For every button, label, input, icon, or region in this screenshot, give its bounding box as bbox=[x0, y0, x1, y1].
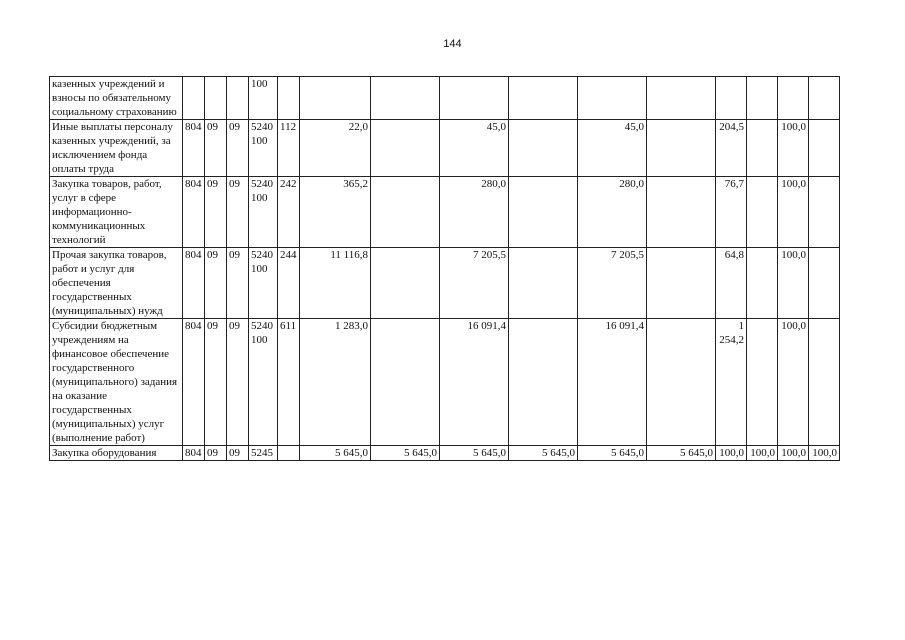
row-name-cell: казенных учреждений и взносы по обязательному социальному страхованию bbox=[50, 77, 183, 120]
pct-4-cell bbox=[809, 248, 840, 319]
sum-2-cell bbox=[371, 319, 440, 446]
pct-1-cell: 76,7 bbox=[716, 177, 747, 248]
section-cell bbox=[205, 77, 227, 120]
sum-3-cell bbox=[440, 77, 509, 120]
target-article-cell: 5245 bbox=[249, 446, 278, 461]
sum-5-cell: 7 205,5 bbox=[578, 248, 647, 319]
pct-2-cell bbox=[747, 177, 778, 248]
pct-3-cell: 100,0 bbox=[778, 248, 809, 319]
pct-2-cell bbox=[747, 120, 778, 177]
pct-4-cell bbox=[809, 177, 840, 248]
subsection-cell: 09 bbox=[227, 177, 249, 248]
sum-5-cell: 16 091,4 bbox=[578, 319, 647, 446]
section-cell: 09 bbox=[205, 177, 227, 248]
pct-3-cell: 100,0 bbox=[778, 177, 809, 248]
pct-2-cell: 100,0 bbox=[747, 446, 778, 461]
pct-4-cell bbox=[809, 120, 840, 177]
row-name-cell: Закупка товаров, работ, услуг в сфере информационно-коммуникационных технологий bbox=[50, 177, 183, 248]
sum-2-cell: 5 645,0 bbox=[371, 446, 440, 461]
subsection-cell: 09 bbox=[227, 120, 249, 177]
ved-cell: 804 bbox=[183, 446, 205, 461]
pct-2-cell bbox=[747, 77, 778, 120]
ved-cell: 804 bbox=[183, 248, 205, 319]
sum-2-cell bbox=[371, 248, 440, 319]
expense-type-cell: 242 bbox=[278, 177, 300, 248]
subsection-cell: 09 bbox=[227, 319, 249, 446]
table-row bbox=[50, 446, 840, 461]
sum-2-cell bbox=[371, 120, 440, 177]
ved-cell: 804 bbox=[183, 319, 205, 446]
target-article-cell: 100 bbox=[249, 77, 278, 120]
page-number: 144 bbox=[443, 38, 462, 50]
pct-1-cell: 64,8 bbox=[716, 248, 747, 319]
table-row bbox=[50, 120, 840, 177]
ved-cell: 804 bbox=[183, 177, 205, 248]
row-name-cell: Закупка оборудования bbox=[50, 446, 183, 461]
section-cell: 09 bbox=[205, 319, 227, 446]
target-article-cell: 5240 100 bbox=[249, 248, 278, 319]
row-name-cell: Прочая закупка товаров, работ и услуг для обеспечения государственных (муниципальных) нужд bbox=[50, 248, 183, 319]
sum-6-cell bbox=[647, 77, 716, 120]
pct-3-cell bbox=[778, 77, 809, 120]
sum-2-cell bbox=[371, 177, 440, 248]
sum-3-cell: 45,0 bbox=[440, 120, 509, 177]
sum-4-cell: 5 645,0 bbox=[509, 446, 578, 461]
sum-1-cell: 365,2 bbox=[300, 177, 371, 248]
table-row bbox=[50, 319, 840, 446]
sum-3-cell: 280,0 bbox=[440, 177, 509, 248]
sum-5-cell bbox=[578, 77, 647, 120]
pct-3-cell: 100,0 bbox=[778, 319, 809, 446]
pct-3-cell: 100,0 bbox=[778, 446, 809, 461]
sum-3-cell: 16 091,4 bbox=[440, 319, 509, 446]
pct-4-cell bbox=[809, 319, 840, 446]
sum-2-cell bbox=[371, 77, 440, 120]
sum-1-cell: 11 116,8 bbox=[300, 248, 371, 319]
section-cell: 09 bbox=[205, 446, 227, 461]
pct-1-cell: 204,5 bbox=[716, 120, 747, 177]
budget-table bbox=[49, 76, 840, 461]
sum-1-cell: 22,0 bbox=[300, 120, 371, 177]
expense-type-cell: 112 bbox=[278, 120, 300, 177]
subsection-cell: 09 bbox=[227, 446, 249, 461]
sum-4-cell bbox=[509, 77, 578, 120]
expense-type-cell bbox=[278, 77, 300, 120]
sum-6-cell bbox=[647, 120, 716, 177]
sum-1-cell bbox=[300, 77, 371, 120]
sum-4-cell bbox=[509, 177, 578, 248]
expense-type-cell bbox=[278, 446, 300, 461]
table-row bbox=[50, 77, 840, 120]
pct-1-cell: 100,0 bbox=[716, 446, 747, 461]
pct-1-cell: 1 254,2 bbox=[716, 319, 747, 446]
sum-6-cell bbox=[647, 248, 716, 319]
pct-4-cell bbox=[809, 77, 840, 120]
row-name-cell: Субсидии бюджетным учреждениям на финансовое обеспечение государственного (муниципального) задания на оказание государственных (муниципальных) услуг (выполнение работ) bbox=[50, 319, 183, 446]
sum-4-cell bbox=[509, 120, 578, 177]
sum-1-cell: 5 645,0 bbox=[300, 446, 371, 461]
sum-3-cell: 5 645,0 bbox=[440, 446, 509, 461]
sum-1-cell: 1 283,0 bbox=[300, 319, 371, 446]
target-article-cell: 5240 100 bbox=[249, 120, 278, 177]
pct-3-cell: 100,0 bbox=[778, 120, 809, 177]
subsection-cell bbox=[227, 77, 249, 120]
sum-3-cell: 7 205,5 bbox=[440, 248, 509, 319]
pct-2-cell bbox=[747, 319, 778, 446]
sum-4-cell bbox=[509, 248, 578, 319]
table-row bbox=[50, 248, 840, 319]
subsection-cell: 09 bbox=[227, 248, 249, 319]
ved-cell: 804 bbox=[183, 120, 205, 177]
sum-6-cell bbox=[647, 319, 716, 446]
sum-6-cell bbox=[647, 177, 716, 248]
row-name-cell: Иные выплаты персоналу казенных учреждений, за исключением фонда оплаты труда bbox=[50, 120, 183, 177]
table-row bbox=[50, 177, 840, 248]
target-article-cell: 5240 100 bbox=[249, 319, 278, 446]
sum-6-cell: 5 645,0 bbox=[647, 446, 716, 461]
target-article-cell: 5240 100 bbox=[249, 177, 278, 248]
pct-2-cell bbox=[747, 248, 778, 319]
sum-4-cell bbox=[509, 319, 578, 446]
pct-4-cell: 100,0 bbox=[809, 446, 840, 461]
section-cell: 09 bbox=[205, 248, 227, 319]
section-cell: 09 bbox=[205, 120, 227, 177]
expense-type-cell: 611 bbox=[278, 319, 300, 446]
ved-cell bbox=[183, 77, 205, 120]
expense-type-cell: 244 bbox=[278, 248, 300, 319]
pct-1-cell bbox=[716, 77, 747, 120]
sum-5-cell: 280,0 bbox=[578, 177, 647, 248]
sum-5-cell: 5 645,0 bbox=[578, 446, 647, 461]
sum-5-cell: 45,0 bbox=[578, 120, 647, 177]
